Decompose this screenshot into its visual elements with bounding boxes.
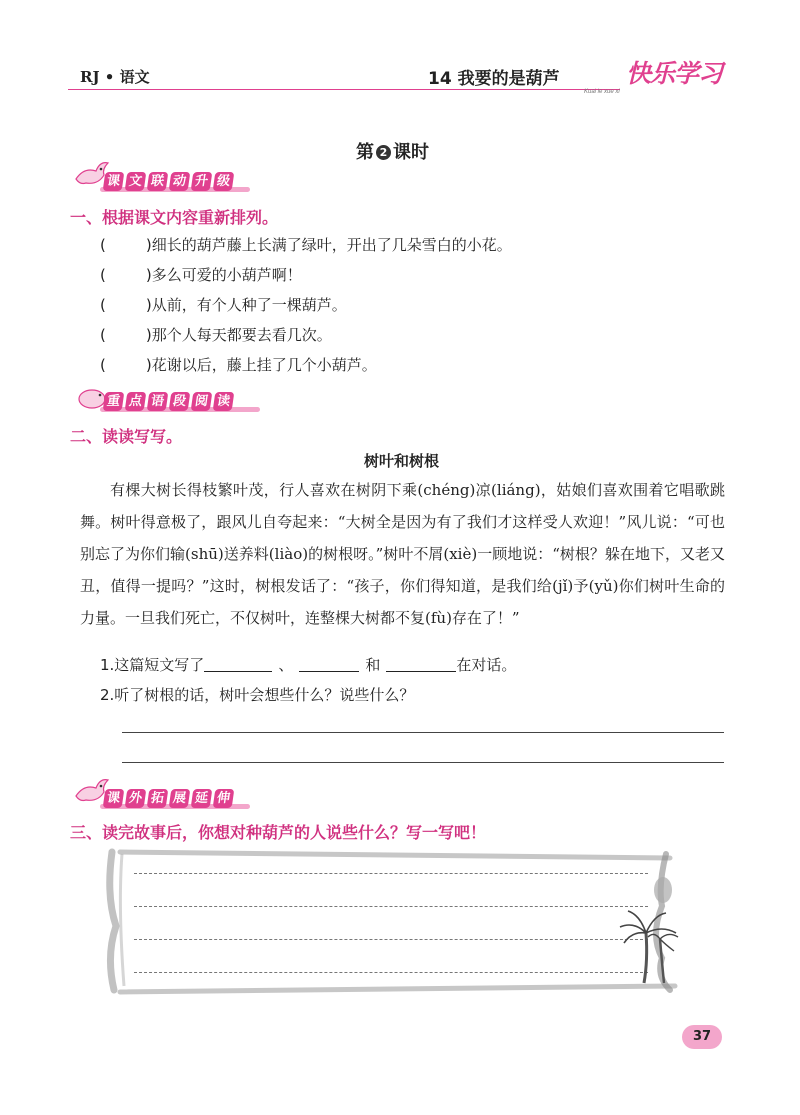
paren-close: ) bbox=[145, 296, 152, 314]
banner-char: 课 bbox=[103, 789, 125, 808]
paren-open: ( bbox=[100, 236, 106, 254]
q1-item-1 bbox=[100, 234, 512, 255]
q2-sub2: 2.听了树根的话，树叶会想些什么？说些什么？ bbox=[100, 686, 415, 704]
banner-char: 联 bbox=[147, 172, 169, 191]
banner-char: 文 bbox=[125, 172, 147, 191]
banner-char: 动 bbox=[169, 172, 191, 191]
writing-line-1[interactable] bbox=[134, 873, 648, 874]
paren-close: ) bbox=[145, 266, 152, 284]
item-text: 细长的葫芦藤上长满了绿叶，开出了几朵雪白的小花。 bbox=[151, 236, 512, 254]
answer-line-2[interactable] bbox=[122, 762, 724, 763]
sub1-sep1: 、 bbox=[278, 656, 294, 674]
paren-close: ) bbox=[145, 236, 152, 254]
sub1-text-a: 1.这篇短文写了 bbox=[100, 656, 205, 674]
paren-open: ( bbox=[100, 356, 106, 374]
banner-chars bbox=[104, 170, 236, 191]
banner-char: 外 bbox=[125, 789, 147, 808]
header-lesson-title: 14 我要的是葫芦 bbox=[428, 69, 560, 89]
banner-chars bbox=[104, 390, 236, 411]
paren-open: ( bbox=[100, 266, 106, 284]
page-number: 37 bbox=[682, 1025, 722, 1049]
banner-char: 延 bbox=[191, 789, 213, 808]
banner-char: 伸 bbox=[213, 789, 235, 808]
q1-item-5 bbox=[100, 354, 377, 375]
answer-line-1[interactable] bbox=[122, 732, 724, 733]
banner-char: 重 bbox=[103, 392, 125, 411]
sub1-text-b: 在对话。 bbox=[456, 656, 517, 674]
banner-char: 展 bbox=[169, 789, 191, 808]
banner-char: 语 bbox=[147, 392, 169, 411]
paren-close: ) bbox=[145, 326, 152, 344]
banner-chars bbox=[104, 787, 236, 808]
header-divider bbox=[68, 89, 620, 90]
paren-close: ) bbox=[145, 356, 152, 374]
answer-blank-1[interactable] bbox=[204, 657, 272, 672]
writing-line-4[interactable] bbox=[134, 972, 648, 973]
palm-tree-icon bbox=[618, 905, 680, 985]
section-banner-1 bbox=[74, 165, 254, 195]
banner-char: 阅 bbox=[191, 392, 213, 411]
q1-item-2 bbox=[100, 264, 302, 285]
lesson-label bbox=[356, 138, 429, 164]
item-text: 从前，有个人种了一棵葫芦。 bbox=[151, 296, 347, 314]
story-text: 有棵大树长得枝繁叶茂，行人喜欢在树阴下乘(chéng)凉(liáng)，姑娘们喜欢围着它唱歌跳舞。树叶得意极了，跟风儿自夸起来：“大树全是因为有了我们才这样受人欢迎！”风儿说：“可也别忘了为你们输(shū)送养料(liào)的树根呀。”树叶不屑(xiè)一顾地说：“树根？躲在地下，又老又丑，值得一提吗？”这时，树根发话了：“孩子，你们得知道，是我们给(jǐ)予(yǔ)你们树叶生命的力量。一旦我们死亡，不仅树叶，连整棵大树都不复(fù)存在了！” bbox=[80, 481, 725, 627]
lesson-suffix: 课时 bbox=[393, 142, 429, 163]
brand-logo: 快乐学习 bbox=[626, 59, 723, 88]
section-banner-2 bbox=[74, 385, 254, 415]
banner-char: 课 bbox=[103, 172, 125, 191]
writing-scroll-frame bbox=[100, 846, 690, 996]
writing-line-3[interactable] bbox=[134, 939, 648, 940]
sub1-sep2: 和 bbox=[365, 656, 381, 674]
header-subject: RJ • 语文 bbox=[80, 68, 150, 86]
banner-char: 级 bbox=[213, 172, 235, 191]
paren-open: ( bbox=[100, 326, 106, 344]
writing-line-2[interactable] bbox=[134, 906, 648, 907]
banner-char: 读 bbox=[213, 392, 235, 411]
story-title: 树叶和树根 bbox=[364, 452, 440, 470]
banner-char: 拓 bbox=[147, 789, 169, 808]
q1-heading: 一、根据课文内容重新排列。 bbox=[70, 208, 279, 227]
q1-item-4 bbox=[100, 324, 332, 345]
q2-sub1 bbox=[100, 654, 516, 675]
brand-subtitle: Kuai le xue xi bbox=[584, 89, 620, 95]
banner-char: 段 bbox=[169, 392, 191, 411]
q1-item-3 bbox=[100, 294, 347, 315]
q3-heading: 三、读完故事后，你想对种葫芦的人说些什么？写一写吧！ bbox=[70, 823, 487, 842]
banner-char: 点 bbox=[125, 392, 147, 411]
answer-blank-2[interactable] bbox=[299, 657, 359, 672]
item-text: 那个人每天都要去看几次。 bbox=[151, 326, 332, 344]
section-banner-3 bbox=[74, 782, 254, 812]
q2-heading: 二、读读写写。 bbox=[70, 427, 183, 446]
item-text: 多么可爱的小葫芦啊！ bbox=[151, 266, 302, 284]
answer-blank-3[interactable] bbox=[386, 657, 456, 672]
paren-open: ( bbox=[100, 296, 106, 314]
item-text: 花谢以后，藤上挂了几个小葫芦。 bbox=[151, 356, 377, 374]
lesson-prefix: 第 bbox=[356, 142, 374, 163]
lesson-number: 2 bbox=[376, 145, 391, 160]
banner-char: 升 bbox=[191, 172, 213, 191]
